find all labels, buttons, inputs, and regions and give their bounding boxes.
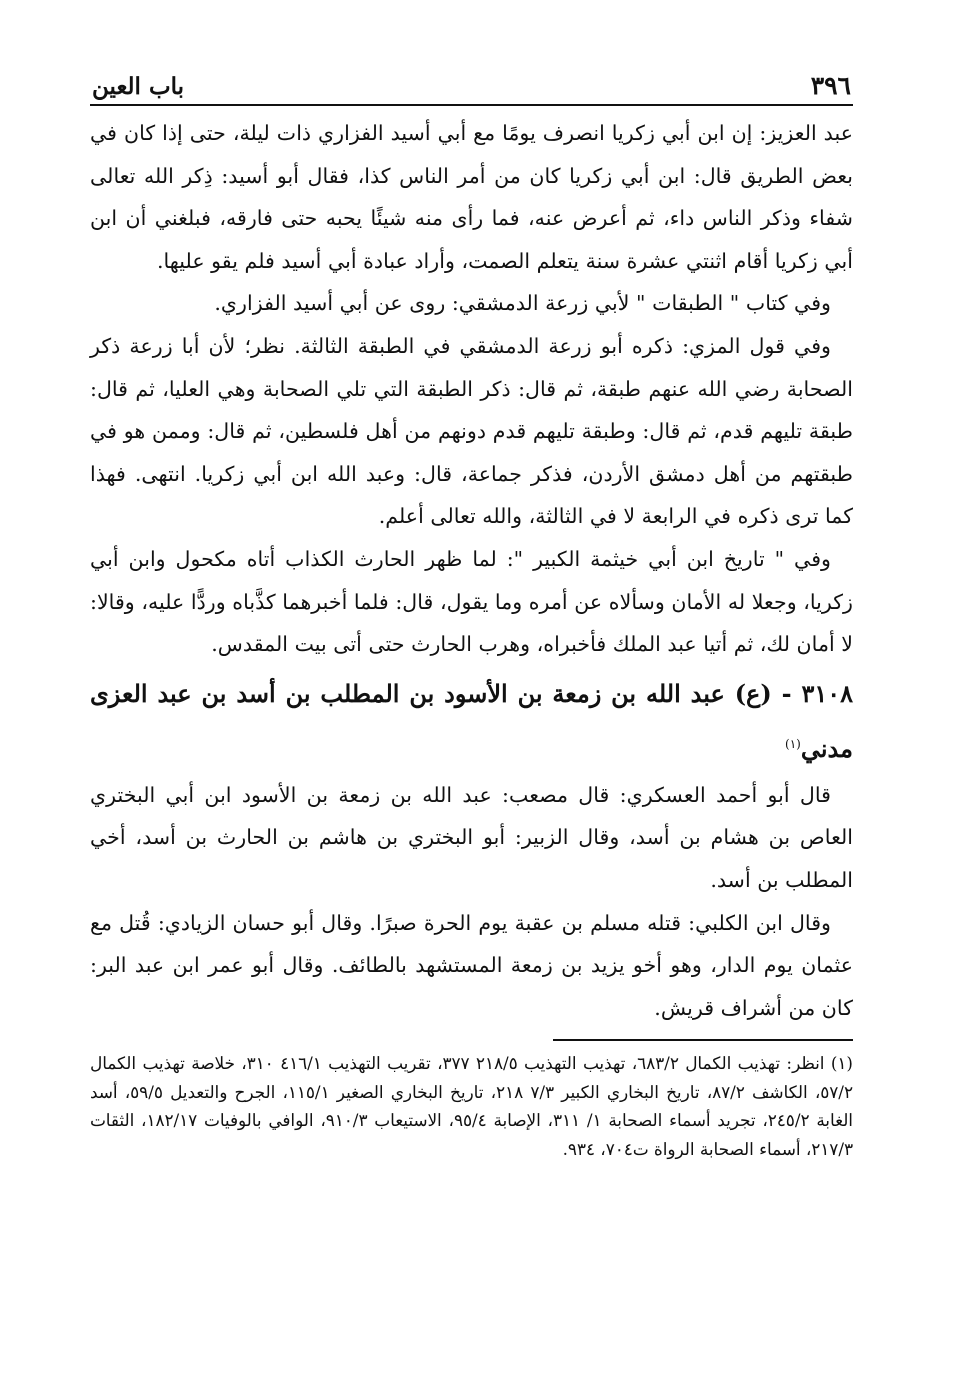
- footnote-1: (١) انظر: تهذيب الكمال ٦٨٣/٢، تهذيب التهذيب ٢١٨/٥ ٣٧٧، تقريب التهذيب ٤١٦/١ ٣١٠، خلاصة تهذيب الكمال ٥٧/٢، الكاشف ٨٧/٢، تاريخ البخاري الكبير ٧/٣ ٢١٨، تاريخ البخاري الصغير ١١٥/١، الجرح والتعديل ٥٩/٥، أسد الغابة ٢٤٥/٢، تجريد أسماء الصحابة ١/ ٣١١، الإصابة ٩٥/٤، الاستيعاب ٩١٠/٣، الوافي بالوفيات ١٨٢/١٧، الثقات ٢١٧/٣، أسماء الصحابة الرواة ت٧٠٤، ٩٣٤.: [90, 1053, 853, 1160]
- paragraph-mizzi: وفي قول المزي: ذكره أبو زرعة الدمشقي في الطبقة الثالثة. نظر؛ لأن أبا زرعة ذكر الصحابة رضي الله عنهم طبقة، ثم قال: ذكر الطبقة التي تلي الصحابة وهي العليا، ثم قال: طبقة تليهم قدم، ثم قال: وطبقة تليهم قدم دونهم من أهل فلسطين، ثم قال: وممن هو في طبقتهم من أهل دمشق الأردن، فذكر جماعة، قال: وعبد الله ابن أبي زكريا. انتهى. فهذا كما ترى ذكره في الرابعة لا في الثالثة، والله تعالى أعلم.: [90, 333, 853, 529]
- chapter-title: باب العين: [92, 73, 185, 100]
- paragraph-continued: عبد العزيز: إن ابن أبي زكريا انصرف يومًا مع أبي أسيد الفزاري ذات ليلة، حتى إذا كان في بعض الطريق قال: ابن أبي زكريا كان من أمر الناس كذا، فقال أبو أسيد: ذِكر الله تعالى شفاء وذكر الناس داء، ثم أعرض عنه، فما رأى منه شيئًا يحبه حتى فارقه، فبلغني أن ابن أبي زكريا أقام اثنتي عشرة سنة يتعلم الصمت، وأراد عبادة أبي أسيد فلم يقو عليها.: [90, 121, 853, 273]
- paragraph-askari: قال أبو أحمد العسكري: قال مصعب: عبد الله بن زمعة بن الأسود ابن أبي البختري العاص بن هشام بن أسد، وقال الزبير: أبو البختري بن هاشم بن الحارث بن أسد، أخي المطلب بن أسد.: [90, 782, 853, 892]
- paragraph-ibn-abi-khaythama: وفي " تاريخ ابن أبي خيثمة الكبير ": لما ظهر الحارث الكذاب أتاه مكحول وابن أبي زكريا، وجعلا له الأمان وسألاه عن أمره وما يقول، قال: فلما أخبرهما كذَّباه وردًّا عليه، وقالا: لا أمان لك، ثم أتيا عبد الملك فأخبراه، وهرب الحارث حتى أتى بيت المقدس.: [90, 546, 853, 657]
- footnotes: [90, 1049, 853, 1163]
- page-header: [90, 62, 853, 106]
- main-text: [90, 112, 853, 1029]
- paragraph-kalbi: وقال ابن الكلبي: قتله مسلم بن عقبة يوم الحرة صبرًا. وقال أبو حسان الزيادي: قُتل مع عثمان يوم الدار، وهو أخو يزيد بن زمعة المستشهد بالطائف. وقال أبو عمر ابن عبد البر: كان من أشراف قريش.: [90, 910, 853, 1020]
- footnote-separator: [553, 1039, 853, 1041]
- paragraph-tabaqat: وفي كتاب " الطبقات " لأبي زرعة الدمشقي: روى عن أبي أسيد الفزاري.: [214, 291, 831, 316]
- footnote-marker: (١): [785, 736, 801, 751]
- page-number: ٣٩٦: [810, 71, 851, 100]
- entry-heading-text: ٣١٠٨ - (ع) عبد الله بن زمعة بن الأسود بن المطلب بن أسد بن عبد العزى مدني: [90, 678, 853, 763]
- entry-heading: [90, 668, 853, 774]
